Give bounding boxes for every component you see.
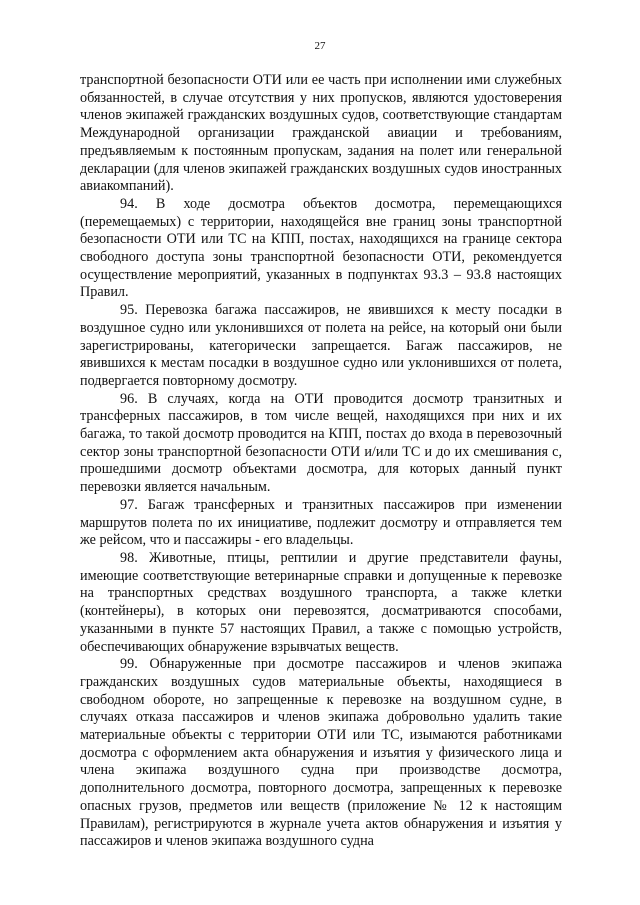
document-body (80, 72, 562, 851)
paragraph-95: 95. Перевозка багажа пассажиров, не явившихся к месту посадки в воздушное судно или уклонившихся от полета на рейсе, на который они были зарегистрированы, категорически запрещается. Багаж пассажиров, не явившихся к местам посадки в воздушное судно или уклонившихся от полета, подвергается повторному досмотру. (80, 302, 562, 389)
paragraph-96: 96. В случаях, когда на ОТИ проводится досмотр транзитных и трансферных пассажиров, в том числе вещей, находящихся при них и их багажа, то такой досмотр проводится на КПП, постах до входа в перевозочный сектор зоны транспортной безопасности ОТИ и/или ТС и до их смешивания с, прошедшими досмотр объектами досмотра, для которых данный пункт перевозки является начальным. (80, 390, 562, 496)
page-number: 27 (314, 40, 326, 52)
paragraph-continuation: транспортной безопасности ОТИ или ее часть при исполнении ими служебных обязанностей, в случае отсутствия у них пропусков, являются удостоверения членов экипажей гражданских воздушных судов, соответствующие стандартам Международной организации гражданской авиации и требованиям, предъявляемым к постоянным пропускам, задания на полет или генеральной декларации (для членов экипажей гражданских воздушных судов иностранных авиакомпаний). (80, 72, 562, 195)
paragraph-98: 98. Животные, птицы, рептилии и другие представители фауны, имеющие соответствующие ветеринарные справки и допущенные к перевозке на транспортных средствах воздушного транспорта, а также клетки (контейнеры), в которых они перевозятся, досматриваются способами, указанными в пункте 57 настоящих Правил, а также с помощью устройств, обеспечивающих обнаружение взрывчатых веществ. (80, 549, 562, 655)
paragraph-99: 99. Обнаруженные при досмотре пассажиров и членов экипажа гражданских воздушных судов материальные объекты, находящиеся в свободном обороте, но запрещенные к перевозке на воздушном судне, в случаях отказа пассажиров и членов экипажа добровольно удалить такие материальные объекты с территории ОТИ или ТС, изымаются работниками досмотра с оформлением акта обнаружения и изъятия у физического лица и члена экипажа воздушного судна при производстве досмотра, дополнительного досмотра, повторного досмотра, запрещенных к перевозке опасных грузов, предметов или веществ (приложение № 12 к настоящим Правилам), регистрируются в журнале учета актов обнаружения и изъятия у пассажиров и членов экипажа воздушного судна (80, 656, 562, 850)
paragraph-94: 94. В ходе досмотра объектов досмотра, перемещающихся (перемещаемых) с территории, находящейся вне границ зоны транспортной безопасности ОТИ или ТС на КПП, постах, находящихся на границе сектора свободного доступа зоны транспортной безопасности ОТИ, рекомендуется осуществление мероприятий, указанных в подпунктах 93.3 – 93.8 настоящих Правил. (80, 195, 562, 301)
paragraph-97: 97. Багаж трансферных и транзитных пассажиров при изменении маршрутов полета по их инициативе, подлежит досмотру и отправляется тем же рейсом, что и пассажиры - его владельцы. (80, 496, 562, 549)
